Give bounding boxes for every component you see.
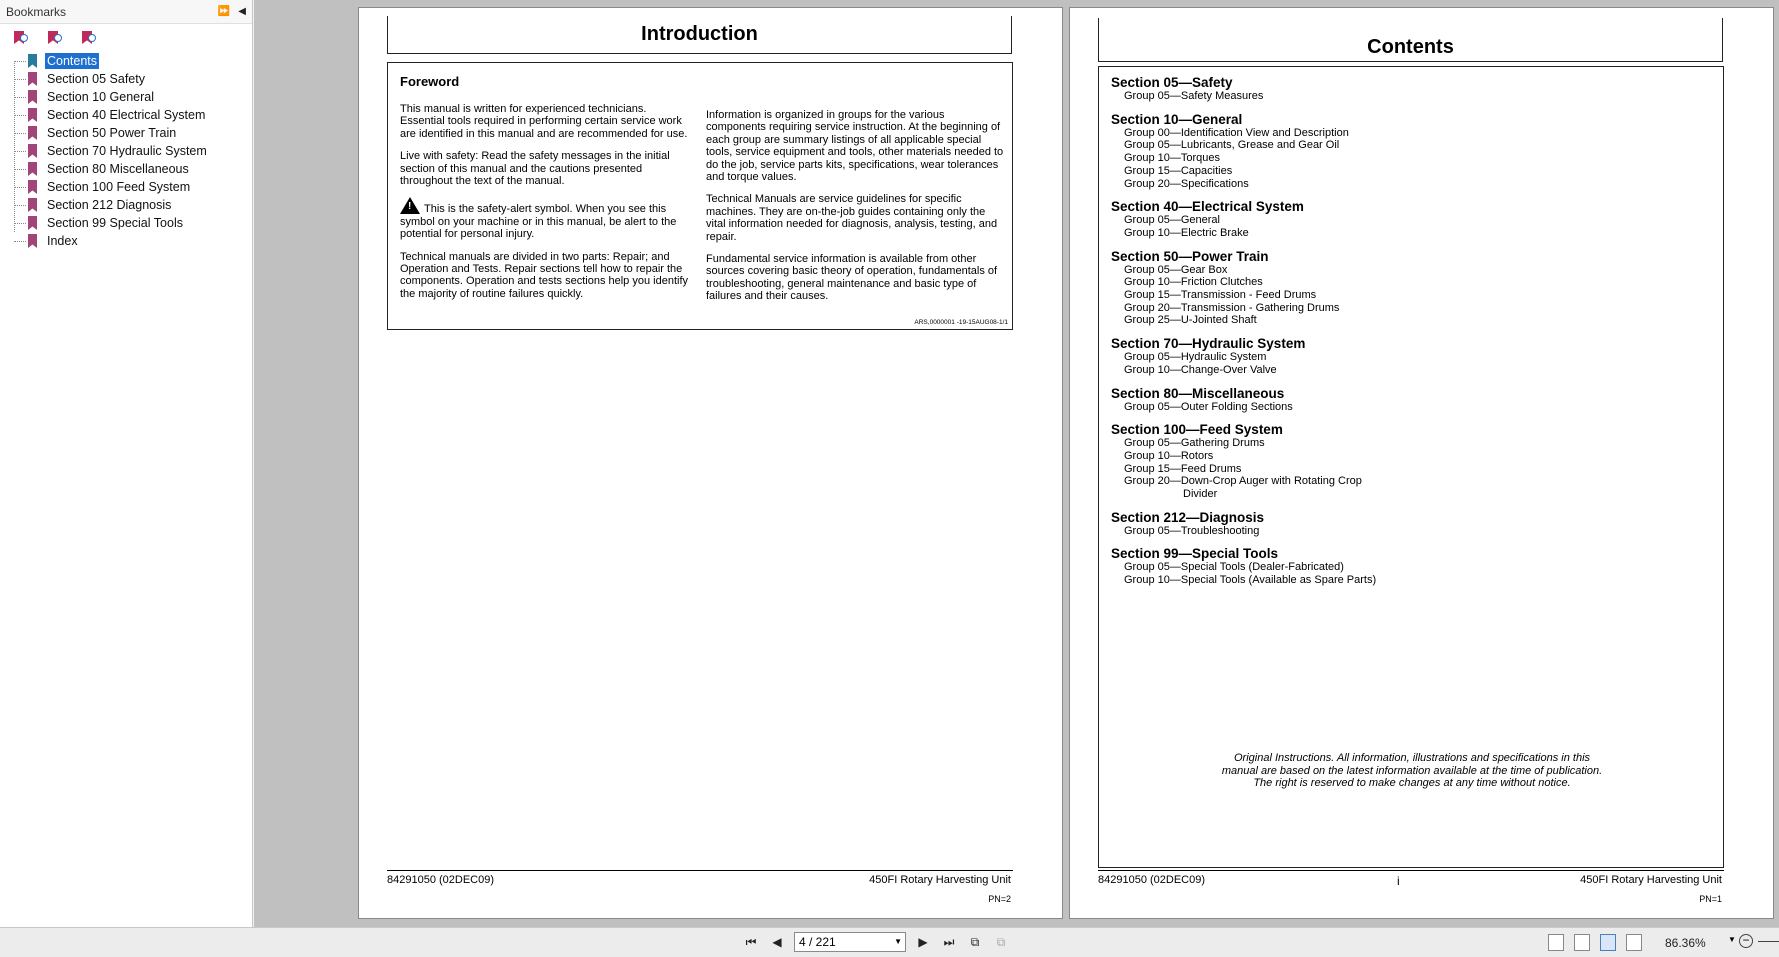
page-number-code: PN=2 xyxy=(988,894,1011,904)
first-page-icon[interactable]: ⏮ xyxy=(745,934,757,949)
bookmark-section-50[interactable]: Section 50 Power Train xyxy=(12,124,252,142)
footer-doc-number: 84291050 (02DEC09) xyxy=(387,874,495,886)
toc-group[interactable]: Group 05—Troubleshooting xyxy=(1124,524,1260,537)
bookmark-icon xyxy=(28,126,37,140)
footer-title: 450FI Rotary Harvesting Unit xyxy=(1580,874,1722,886)
toc-group[interactable]: Group 10—Torques xyxy=(1124,152,1220,165)
paragraph: Technical Manuals are service guidelines for specific machines. They are on-the-job guides containing only the vital information needed for diagnosis, analysis, testing, and repair. xyxy=(706,193,998,243)
facing-pages-icon[interactable] xyxy=(1600,934,1616,951)
toc-group[interactable]: Group 10—Friction Clutches xyxy=(1124,276,1263,289)
foreword-left-column xyxy=(400,103,692,310)
toc-section xyxy=(1111,386,1711,414)
zoom-slider[interactable] xyxy=(1758,941,1779,942)
document-viewer[interactable] xyxy=(254,0,1779,927)
bookmark-icon xyxy=(28,72,37,86)
note-line: The right is reserved to make changes at any time without notice. xyxy=(1253,777,1571,789)
bookmark-icon xyxy=(28,198,37,212)
bookmark-icon xyxy=(28,144,37,158)
toc-group[interactable]: Group 15—Transmission - Feed Drums xyxy=(1124,289,1317,302)
continuous-page-icon[interactable] xyxy=(1574,934,1590,951)
bookmarks-title: Bookmarks xyxy=(6,4,67,19)
toc-group[interactable]: Group 15—Feed Drums xyxy=(1124,462,1242,475)
bookmark-section-40[interactable]: Section 40 Electrical System xyxy=(12,106,252,124)
find-bookmark-icon[interactable] xyxy=(80,30,96,46)
toc-group[interactable]: Group 05—Special Tools (Dealer-Fabricated) xyxy=(1124,561,1344,574)
paragraph-text: This is the safety-alert symbol. When you see this symbol on your machine or in this manual, be alert to the potential for personal injury. xyxy=(400,203,677,241)
toc-group[interactable]: Group 05—Lubricants, Grease and Gear Oil xyxy=(1124,139,1340,152)
page-contents xyxy=(1069,7,1774,919)
toc-group[interactable]: Group 20—Down-Crop Auger with Rotating Crop xyxy=(1124,475,1362,488)
bookmark-index[interactable]: Index xyxy=(12,232,252,250)
contents-box xyxy=(1098,66,1724,868)
zoom-chevron-down-icon[interactable]: ▼ xyxy=(1728,935,1736,944)
reference-code: ARS,0000001 -19-15AUG08-1/1 xyxy=(914,319,1008,326)
toc-group[interactable]: Group 20—Transmission - Gathering Drums xyxy=(1124,301,1340,314)
bookmark-section-80[interactable]: Section 80 Miscellaneous xyxy=(12,160,252,178)
single-page-icon[interactable] xyxy=(1548,934,1564,951)
bookmark-section-05[interactable]: Section 05 Safety xyxy=(12,70,252,88)
foreword-heading: Foreword xyxy=(400,74,460,89)
toc-group[interactable]: Group 05—Gathering Drums xyxy=(1124,437,1265,450)
safety-alert-icon xyxy=(400,197,420,214)
previous-page-icon[interactable]: ◀ xyxy=(772,935,782,949)
expand-bookmark-icon[interactable] xyxy=(46,30,62,46)
footer-rule xyxy=(387,870,1013,871)
footer-rule xyxy=(1098,870,1724,871)
toc-section xyxy=(1111,249,1711,328)
toc-section-title[interactable]: Section 40—Electrical System xyxy=(1111,199,1304,215)
bookmark-icon xyxy=(28,54,37,68)
toc-group[interactable]: Group 10—Special Tools (Available as Spare Parts) xyxy=(1124,574,1377,587)
paragraph: Fundamental service information is available from other sources covering basic theory of operation, fundamentals of troubleshooting, general maintenance and basic type of failures and their causes. xyxy=(706,253,998,303)
bookmark-contents[interactable]: Contents xyxy=(12,52,252,70)
next-page-icon[interactable]: ▶ xyxy=(918,935,928,949)
toc-group[interactable]: Group 05—General xyxy=(1124,214,1220,227)
bookmark-section-212[interactable]: Section 212 Diagnosis xyxy=(12,196,252,214)
toc-section-title[interactable]: Section 212—Diagnosis xyxy=(1111,509,1265,525)
toc-section xyxy=(1111,546,1711,586)
bookmark-icon xyxy=(28,108,37,122)
toc-group[interactable]: Group 05—Safety Measures xyxy=(1124,90,1264,102)
bookmark-section-10[interactable]: Section 10 General xyxy=(12,88,252,106)
toc-section xyxy=(1111,422,1711,501)
toc-section-title[interactable]: Section 80—Miscellaneous xyxy=(1111,385,1285,401)
toc-section-title[interactable]: Section 05—Safety xyxy=(1111,75,1233,90)
bookmark-section-70[interactable]: Section 70 Hydraulic System xyxy=(12,142,252,160)
foreword-right-column xyxy=(706,109,1006,313)
toc-group[interactable]: Group 15—Capacities xyxy=(1124,164,1233,177)
bookmarks-panel xyxy=(0,0,253,927)
bookmarks-header xyxy=(0,0,252,24)
toc-section xyxy=(1111,112,1711,191)
toc-group[interactable]: Group 10—Rotors xyxy=(1124,449,1214,462)
status-bar xyxy=(0,927,1779,957)
collapse-panel-icon[interactable]: ◀ xyxy=(238,6,246,17)
page-title: Contents xyxy=(1098,18,1723,62)
page-layout-buttons xyxy=(1548,934,1642,951)
bookmarks-toolbar xyxy=(0,24,252,52)
toc-section-title[interactable]: Section 99—Special Tools xyxy=(1111,546,1279,562)
foreword-box xyxy=(387,62,1013,330)
zoom-out-icon[interactable]: − xyxy=(1739,934,1753,948)
paragraph: Technical manuals are divided in two parts: Repair; and Operation and Tests. Repair sections tell how to repair the components. Operation and tests sections help you identify the majority of routine failures quickly. xyxy=(400,250,689,300)
bookmark-section-99[interactable]: Section 99 Special Tools xyxy=(12,214,252,232)
continuous-facing-icon[interactable] xyxy=(1626,934,1642,951)
page-title: Introduction xyxy=(387,16,1012,54)
expand-panel-icon[interactable]: ⏩ xyxy=(217,6,231,17)
toc-group[interactable]: Group 20—Specifications xyxy=(1124,177,1249,190)
footer-page-numeral: i xyxy=(1397,874,1400,888)
toc-section-title[interactable]: Section 10—General xyxy=(1111,111,1243,127)
toc-group[interactable]: Group 05—Hydraulic System xyxy=(1124,351,1267,364)
page-navigation xyxy=(742,932,1010,952)
footer-title: 450FI Rotary Harvesting Unit xyxy=(869,874,1011,886)
bookmark-icon xyxy=(28,180,37,194)
note-line: manual are based on the latest information available at the time of publication. xyxy=(1221,764,1603,777)
toc-group[interactable]: Group 10—Electric Brake xyxy=(1124,226,1249,239)
last-page-icon[interactable]: ⏭ xyxy=(943,934,955,949)
bookmark-icon xyxy=(28,162,37,176)
toc-group[interactable]: Group 05—Outer Folding Sections xyxy=(1124,400,1293,413)
toc-group[interactable]: Group 25—U-Jointed Shaft xyxy=(1124,314,1257,327)
paragraph: Information is organized in groups for the various components requiring service instruction. At the beginning of each group are summary listings of all applicable special tools, service equipment and tools, other materials needed to do the job, service parts kits, specifications, wear tolerances and torque values. xyxy=(706,109,1004,184)
bookmark-section-100[interactable]: Section 100 Feed System xyxy=(12,178,252,196)
bookmark-tree xyxy=(0,52,252,250)
toc-section xyxy=(1111,510,1711,538)
page-number-code: PN=1 xyxy=(1699,894,1722,904)
bookmark-icon xyxy=(28,90,37,104)
page-number-field[interactable] xyxy=(794,932,906,952)
toc-section xyxy=(1111,199,1711,239)
paragraph: Live with safety: Read the safety messages in the initial section of this manual and the cautions presented throughout the text of the manual. xyxy=(400,150,670,188)
toc-section xyxy=(1111,75,1711,103)
note-line: Original Instructions. All information, illustrations and specifications in this xyxy=(1233,752,1591,764)
toc-section xyxy=(1111,336,1711,376)
toc-group[interactable]: Group 05—Gear Box xyxy=(1124,263,1228,276)
toc-section-title[interactable]: Section 70—Hydraulic System xyxy=(1111,336,1306,352)
bookmark-icon xyxy=(28,216,37,230)
footer-doc-number: 84291050 (02DEC09) xyxy=(1098,874,1206,886)
toc-group[interactable]: Group 10—Change-Over Valve xyxy=(1124,363,1277,376)
safety-paragraph xyxy=(400,197,692,240)
toc-section-title[interactable]: Section 50—Power Train xyxy=(1111,248,1269,264)
page-introduction xyxy=(358,7,1063,919)
view-previous-icon[interactable]: ⧉ xyxy=(970,934,980,949)
table-of-contents xyxy=(1111,75,1711,596)
chevron-down-icon[interactable]: ▼ xyxy=(894,937,902,946)
toc-group[interactable]: Group 00—Identification View and Description xyxy=(1124,126,1349,139)
zoom-level[interactable]: 86.36% xyxy=(1665,936,1706,950)
toc-group-continuation[interactable]: Divider xyxy=(1183,488,1218,501)
original-instructions-note xyxy=(1099,752,1725,790)
paragraph: This manual is written for experienced technicians. Essential tools required in performing certain service work are identified in this manual and are recommended for use. xyxy=(400,103,688,140)
view-next-icon[interactable]: ⧉ xyxy=(996,934,1006,949)
toc-section-title[interactable]: Section 100—Feed System xyxy=(1111,422,1283,438)
bookmark-options-icon[interactable] xyxy=(12,30,28,46)
page-number-value: 4 / 221 xyxy=(799,935,836,949)
bookmark-icon xyxy=(28,234,37,248)
